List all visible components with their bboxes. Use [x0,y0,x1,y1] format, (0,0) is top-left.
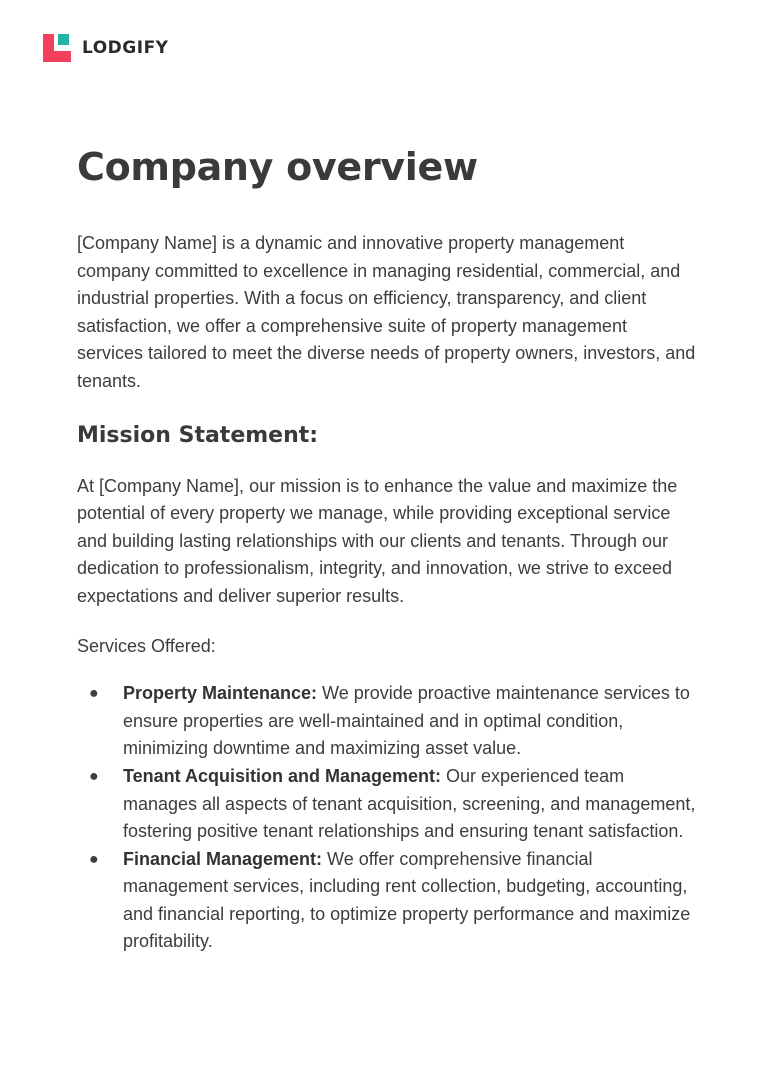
service-description: We offer comprehensive financial management services, including rent collection, budgeting, accounting, and financial reporting, to optimize property performance and maximize profitability. [123,848,691,952]
list-item [77,680,697,763]
bullet-icon: ● [89,685,99,703]
logo-wordmark: LODGIFY [82,38,169,58]
mission-heading: Mission Statement: [77,422,319,448]
list-item [77,846,697,956]
mission-paragraph: At [Company Name], our mission is to enhance the value and maximize the potential of every property we manage, while providing exceptional service and building lasting relationships with our clients and tenants. Through our dedication to professionalism, integrity, and innovation, we strive to exceed expectations and deliver superior results. [77,475,678,606]
lodgify-logo-icon [43,34,71,62]
services-label: Services Offered: [77,635,216,656]
list-item [77,763,697,846]
bullet-icon: ● [89,850,99,868]
service-title: Property Maintenance: [123,683,318,704]
document-body [77,140,697,956]
page-title: Company overview [77,145,478,189]
service-title: Financial Management: [123,848,323,869]
intro-paragraph: [Company Name] is a dynamic and innovative property management company committed to excellence in managing residential, commercial, and industrial properties. With a focus on efficiency, transparency, and client satisfaction, we offer a comprehensive suite of property management services tailored to meet the diverse needs of property owners, investors, and tenants. [77,233,696,391]
service-title: Tenant Acquisition and Management: [123,765,442,786]
service-description: We provide proactive maintenance services to ensure properties are well-maintained and in optimal condition, minimizing downtime and maximizing asset value. [123,683,690,759]
services-list [77,680,697,956]
bullet-icon: ● [89,767,99,785]
service-description: Our experienced team manages all aspects of tenant acquisition, screening, and management, fostering positive tenant relationships and ensuring tenant satisfaction. [123,765,696,842]
lodgify-logo [43,34,169,62]
